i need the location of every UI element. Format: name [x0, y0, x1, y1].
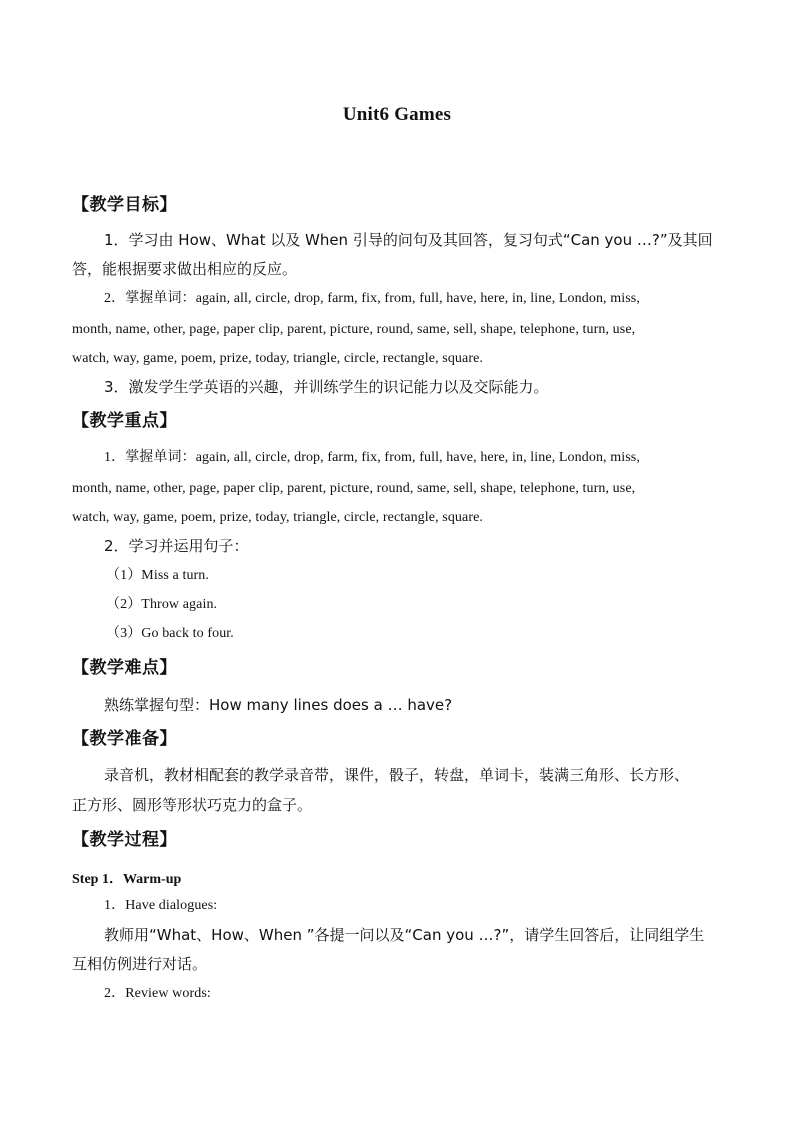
key-points-sentence-2: （2）Throw again.: [106, 597, 218, 612]
key-points-item2: 2．学习并运用句子：: [104, 537, 249, 555]
process-item1-text-line1: 教师用“What、How、When ”各提一问以及“Can you …?”，请学生回答后，让同组学生: [104, 926, 705, 944]
key-points-item1-line2: month, name, other, page, paper clip, parent, picture, round, same, sell, shape, telephone, turn, use,: [72, 481, 636, 496]
objectives-item1-line2: 答，能根据要求做出相应的反应。: [72, 260, 298, 278]
process-heading: 【教学过程】: [72, 830, 177, 850]
process-item1: 1．Have dialogues:: [104, 898, 218, 913]
objectives-item3: 3．激发学生学英语的兴趣，并训练学生的识记能力以及交际能力。: [104, 378, 549, 396]
objectives-item2-line1: 2．掌握单词：again, all, circle, drop, farm, fix, from, full, have, here, in, line, London, miss,: [104, 291, 640, 306]
key-points-heading: 【教学重点】: [72, 411, 177, 431]
objectives-item2-line2: month, name, other, page, paper clip, parent, picture, round, same, sell, shape, telephone, turn, use,: [72, 322, 636, 337]
key-points-item1-line1: 1．掌握单词：again, all, circle, drop, farm, fix, from, full, have, here, in, line, London, miss,: [104, 450, 640, 465]
difficulties-heading: 【教学难点】: [72, 658, 177, 678]
preparation-line2: 正方形、圆形等形状巧克力的盒子。: [72, 796, 313, 814]
preparation-line1: 录音机，教材相配套的教学录音带，课件，骰子，转盘，单词卡，装满三角形、长方形、: [104, 766, 690, 784]
preparation-heading: 【教学准备】: [72, 729, 177, 749]
key-points-sentence-1: （1）Miss a turn.: [106, 568, 209, 583]
difficulties-text: 熟练掌握句型：How many lines does a … have?: [104, 696, 453, 714]
key-points-item1-line3: watch, way, game, poem, prize, today, triangle, circle, rectangle, square.: [72, 510, 484, 525]
key-points-sentence-3: （3）Go back to four.: [106, 626, 234, 641]
objectives-heading: 【教学目标】: [72, 195, 177, 215]
process-item2: 2．Review words:: [104, 986, 211, 1001]
objectives-item2-line3: watch, way, game, poem, prize, today, triangle, circle, rectangle, square.: [72, 351, 484, 366]
objectives-item1-line1: 1．学习由 How、What 以及 When 引导的问句及其回答，复习句式“Can you …?”及其回: [104, 231, 713, 249]
page-title: Unit6 Games: [342, 104, 452, 125]
step1-heading: Step 1．Warm-up: [72, 872, 182, 887]
process-item1-text-line2: 互相仿例进行对话。: [72, 955, 208, 973]
